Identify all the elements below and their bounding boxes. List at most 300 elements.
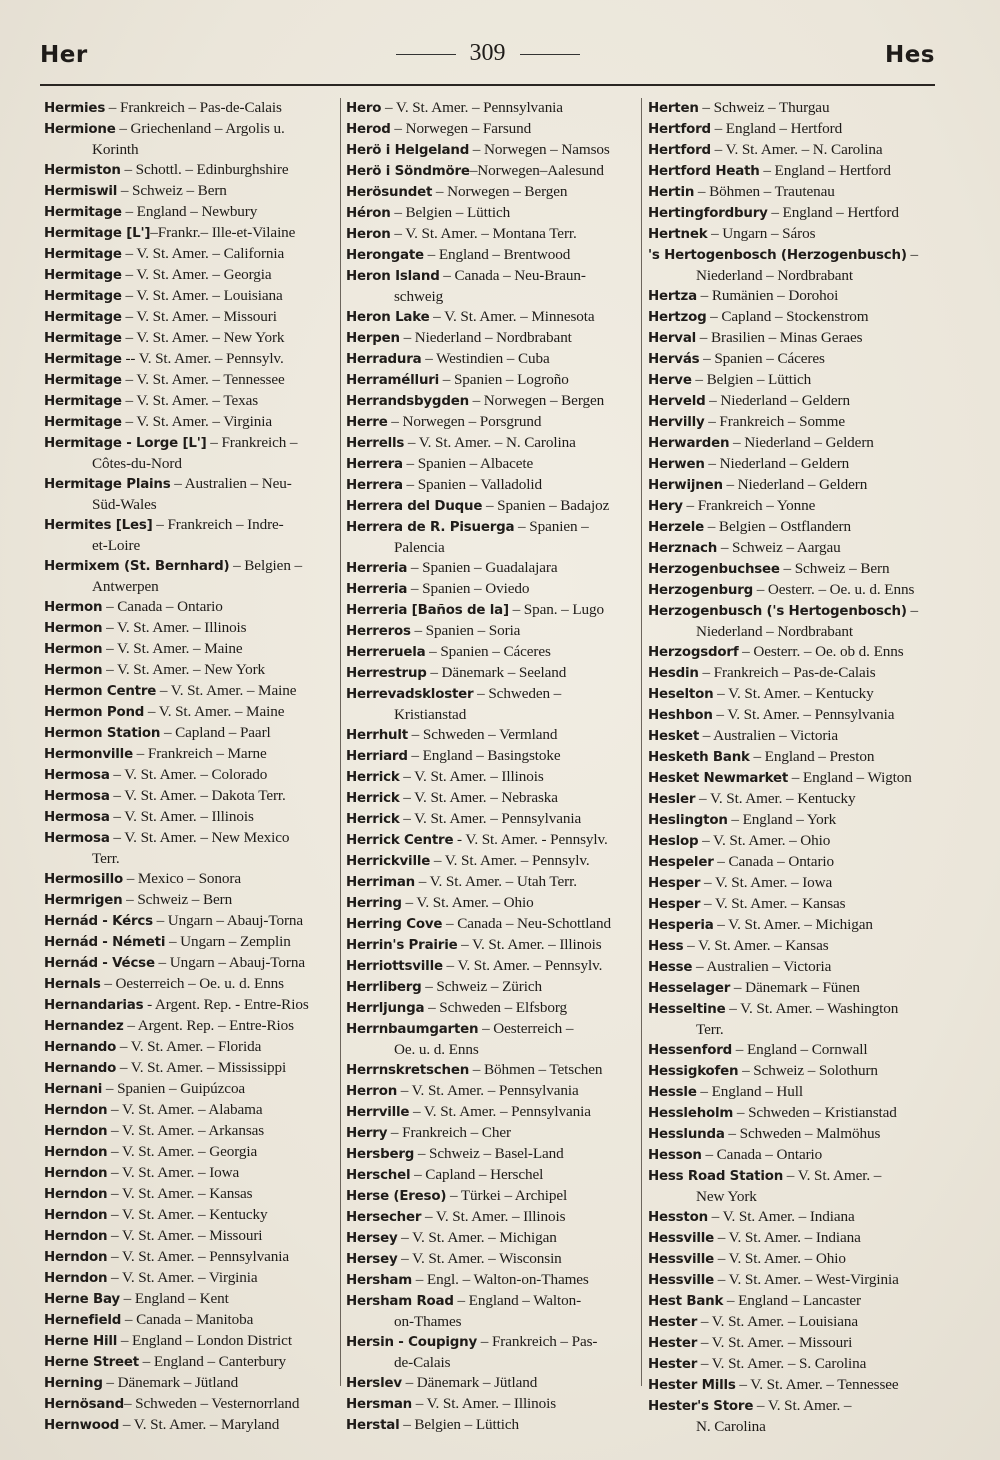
entry-headword: Hesler [648, 792, 696, 807]
entry-headword: Hernád - Németi [44, 935, 166, 950]
entry-location: – V. St. Amer. – Ohio [401, 894, 534, 911]
gazetteer-entry [346, 1228, 638, 1249]
entry-location: Kristianstad [394, 706, 467, 723]
gazetteer-entry [346, 370, 638, 391]
entry-location: – V. St. Amer. – Florida [116, 1038, 262, 1055]
entry-location: – V. St. Amer. – Colorado [109, 766, 268, 783]
entry-location: –Norwegen–Aalesund [469, 162, 604, 179]
entry-location: – V. St. Amer. – Montana Terr. [390, 225, 577, 242]
entry-headword: Hersberg [346, 1147, 415, 1162]
gazetteer-entry [648, 538, 940, 559]
entry-location: – Westindien – Cuba [421, 350, 550, 367]
gazetteer-entry [648, 747, 940, 768]
gazetteer-entry-continuation [648, 1020, 940, 1040]
gazetteer-entry [648, 1249, 940, 1270]
gazetteer-entry [44, 618, 336, 639]
entry-location: – Niederland – Geldern [704, 455, 850, 472]
entry-headword: Hermixem (St. Bernhard) [44, 559, 230, 574]
entry-location: – Norwegen – Bergen [432, 183, 568, 200]
entry-location: – V. St. Amer. – N. Carolina [404, 434, 576, 451]
entry-headword: Hermosa [44, 810, 110, 825]
entry-location: – [906, 246, 919, 263]
entry-headword: Herndon [44, 1250, 108, 1265]
entry-headword: Hermitage [44, 289, 122, 304]
entry-location: – Capland – Paarl [160, 724, 271, 741]
entry-location: – Belgien – Lüttich [691, 371, 812, 388]
gazetteer-entry [346, 1291, 638, 1312]
entry-headword: Hesket [648, 729, 700, 744]
gazetteer-entry [648, 978, 940, 999]
entry-headword: Herzogenbusch ('s Hertogenbosch) [648, 604, 907, 619]
gazetteer-entry [648, 726, 940, 747]
entry-location: – Dänemark – Seeland [426, 664, 567, 681]
entry-headword: Hernandez [44, 1019, 124, 1034]
entry-location: – V. St. Amer. – Virginia [121, 413, 272, 430]
entry-headword: Hermites [Les] [44, 518, 153, 533]
entry-location: – V. St. Amer. – Utah Terr. [415, 873, 577, 890]
gazetteer-entry [648, 182, 940, 203]
entry-headword: Heron Island [346, 269, 440, 284]
entry-location: – England – Cornwall [732, 1041, 868, 1058]
entry-location: – V. St. Amer. – Kansas [700, 895, 846, 912]
entry-location: -- V. St. Amer. – Pennsylv. [121, 350, 284, 367]
entry-headword: Herrells [346, 436, 405, 451]
entry-location: New York [696, 1188, 757, 1205]
entry-location: – Spanien – Cáceres [699, 350, 825, 367]
entry-headword: Hernals [44, 977, 101, 992]
entry-headword: Herrnbaumgarten [346, 1022, 479, 1037]
entry-headword: Herzogenburg [648, 583, 753, 598]
entry-headword: Hernando [44, 1040, 117, 1055]
entry-location: – V. St. Amer. – Kentucky [107, 1206, 268, 1223]
entry-headword: Herwarden [648, 436, 730, 451]
entry-headword: Heshbon [648, 708, 713, 723]
entry-headword: Herrick Centre [346, 833, 454, 848]
gazetteer-entry [44, 328, 336, 349]
entry-location: – Niederland – Geldern [722, 476, 868, 493]
gazetteer-entry [648, 1040, 940, 1061]
entry-headword: Herrera [346, 457, 403, 472]
gazetteer-entry [346, 1373, 638, 1394]
entry-location: – V. St. Amer. – Illinois [399, 768, 544, 785]
entry-location: – V. St. Amer. – New York [121, 329, 285, 346]
entry-headword: Herstal [346, 1418, 400, 1433]
entry-headword: Hertin [648, 185, 695, 200]
entry-location: – V. St. Amer. – Missouri [107, 1227, 263, 1244]
gazetteer-entry [346, 579, 638, 600]
gazetteer-entry [346, 977, 638, 998]
gazetteer-entry [648, 768, 940, 789]
entry-location: – V. St. Amer. – Pennsylvania [712, 706, 895, 723]
gazetteer-entry [648, 1333, 940, 1354]
gazetteer-entry [648, 831, 940, 852]
entry-headword: Hester [648, 1315, 698, 1330]
entry-location: – Frankreich – Indre- [152, 516, 284, 533]
gazetteer-entry [44, 433, 336, 454]
gazetteer-entry [648, 684, 940, 705]
entry-headword: Herradura [346, 352, 422, 367]
gazetteer-entry [346, 642, 638, 663]
entry-headword: Herrestrup [346, 666, 427, 681]
entry-location: – Norwegen – Bergen [468, 392, 605, 409]
entry-headword: Hesseltine [648, 1002, 726, 1017]
gazetteer-entry [44, 1247, 336, 1268]
header-left-keyword: Her [40, 42, 88, 68]
gazetteer-entry-continuation [346, 287, 638, 307]
entry-location: – Norwegen – Farsund [390, 120, 532, 137]
entry-headword: Herve [648, 373, 692, 388]
entry-location: – V. St. Amer. – Indiana [707, 1208, 855, 1225]
entry-location: – V. St. Amer. – Pennsylvania [107, 1248, 289, 1265]
entry-headword: Herö i Söndmöre [346, 164, 470, 179]
entry-location: Korinth [92, 141, 139, 158]
gazetteer-entry-continuation [44, 454, 336, 474]
entry-headword: Herrick [346, 812, 400, 827]
entry-headword: Herod [346, 122, 391, 137]
gazetteer-entry [648, 98, 940, 119]
gazetteer-entry [44, 1121, 336, 1142]
entry-location: – Böhmen – Trautenau [694, 183, 835, 200]
entry-headword: Hersham [346, 1273, 412, 1288]
entry-location: – Canada – Ontario [102, 598, 223, 615]
entry-headword: Herzele [648, 520, 705, 535]
entry-headword: Hermitage [44, 247, 122, 262]
entry-location: – V. St. Amer. – Iowa [107, 1164, 240, 1181]
entry-headword: Hertford [648, 122, 711, 137]
gazetteer-entry [44, 995, 336, 1016]
gazetteer-entry [346, 1123, 638, 1144]
entry-location: – Schweiz – Basel-Land [414, 1145, 564, 1162]
gazetteer-entry [346, 454, 638, 475]
gazetteer-entry [648, 1312, 940, 1333]
gazetteer-entry [44, 1163, 336, 1184]
header-right-keyword: Hes [884, 42, 935, 68]
gazetteer-entry [44, 1373, 336, 1394]
entry-location: – England – Canterbury [138, 1353, 286, 1370]
gazetteer-entry [44, 974, 336, 995]
gazetteer-entry-continuation [44, 495, 336, 515]
entry-location: – Canada – Neu-Schottland [442, 915, 611, 932]
entry-location: – V. St. Amer. – Virginia [107, 1269, 258, 1286]
gazetteer-entry [44, 1331, 336, 1352]
entry-headword: Hessigkofen [648, 1064, 739, 1079]
entry-location: - Argent. Rep. - Entre-Rios [143, 996, 309, 1013]
entry-location: – Belgien – Lüttich [390, 204, 511, 221]
entry-location: - V. St. Amer. - Pennsylv. [453, 831, 608, 848]
entry-location: – V. St. Amer. – Iowa [700, 874, 833, 891]
gazetteer-entry [346, 307, 638, 328]
entry-headword: Heron Lake [346, 310, 430, 325]
entry-headword: Hermrigen [44, 893, 123, 908]
entry-location: – Niederland – Nordbrabant [399, 329, 572, 346]
entry-location: Palencia [394, 539, 445, 556]
gazetteer-entry [648, 580, 940, 601]
gazetteer-entry [346, 119, 638, 140]
entry-headword: Hernando [44, 1061, 117, 1076]
entry-location: – Spanien – Oviedo [407, 580, 530, 597]
gazetteer-entry [346, 1081, 638, 1102]
entry-location: – Belgien – [229, 557, 303, 574]
gazetteer-entry [44, 349, 336, 370]
entry-location: – V. St. Amer. – Pennsylvania [399, 810, 582, 827]
entry-location: – Frankreich – Cher [387, 1124, 511, 1141]
entry-headword: Hertzog [648, 310, 707, 325]
entry-headword: Hester's Store [648, 1399, 754, 1414]
gazetteer-entry [44, 1184, 336, 1205]
entry-headword: Hermon Centre [44, 684, 157, 699]
entry-location: – V. St. Amer. – Maine [102, 640, 243, 657]
entry-location: – Frankreich – Pas-de-Calais [698, 664, 876, 681]
gazetteer-entry [648, 286, 940, 307]
entry-headword: Hermiston [44, 163, 121, 178]
entry-headword: Herwen [648, 457, 705, 472]
entry-location: – Schweiz – Bern [122, 891, 233, 908]
entry-headword: Hermitage [44, 205, 122, 220]
entry-location: – England – Hertford [767, 204, 899, 221]
gazetteer-entry [346, 1249, 638, 1270]
gazetteer-entry [44, 1268, 336, 1289]
gazetteer-entry [44, 286, 336, 307]
entry-headword: Herwijnen [648, 478, 723, 493]
gazetteer-entry [346, 809, 638, 830]
gazetteer-entry [346, 767, 638, 788]
gazetteer-entry [346, 140, 638, 161]
gazetteer-entry [346, 1270, 638, 1291]
gazetteer-entry [346, 1019, 638, 1040]
entry-location: – V. St. Amer. – Alabama [107, 1101, 263, 1118]
entry-location: – England – Preston [749, 748, 875, 765]
entry-location: Antwerpen [92, 578, 159, 595]
entry-headword: Herrera del Duque [346, 499, 483, 514]
gazetteer-entry [44, 639, 336, 660]
entry-headword: Herrhult [346, 728, 408, 743]
entry-location: – Spanien – [514, 518, 589, 535]
entry-location: – Schweiz – Bern [779, 560, 890, 577]
entry-location: – V. St. Amer. – Missouri [121, 308, 277, 325]
entry-headword: Hernád - Vécse [44, 956, 155, 971]
entry-headword: Herrera [346, 478, 403, 493]
entry-headword: Hermon [44, 621, 103, 636]
gazetteer-entry [346, 600, 638, 621]
gazetteer-entry [44, 723, 336, 744]
gazetteer-entry [648, 433, 940, 454]
column-3 [648, 98, 940, 1435]
gazetteer-entry [346, 412, 638, 433]
entry-headword: Herschel [346, 1168, 411, 1183]
gazetteer-entry [648, 1145, 940, 1166]
entry-location: – V. St. Amer. – N. Carolina [710, 141, 883, 158]
entry-location: – V. St. Amer. – Illinois [457, 936, 602, 953]
entry-location: et-Loire [92, 537, 141, 554]
entry-location: Süd-Wales [92, 496, 157, 513]
entry-headword: Hertnek [648, 227, 708, 242]
entry-location: – England – London District [117, 1332, 292, 1349]
gazetteer-entry [648, 1291, 940, 1312]
entry-headword: Hero [346, 101, 382, 116]
entry-headword: Hernwood [44, 1418, 120, 1433]
entry-headword: Hermon [44, 642, 103, 657]
entry-location: – V. St. Amer. – Minnesota [429, 308, 595, 325]
entry-location: – Spanien – Cáceres [425, 643, 551, 660]
gazetteer-entry [346, 266, 638, 287]
entry-headword: Hermon [44, 600, 103, 615]
entry-headword: Hessville [648, 1273, 715, 1288]
entry-location: – Oesterr. – Oe. u. d. Enns [753, 581, 915, 598]
gazetteer-entry [648, 349, 940, 370]
gazetteer-entry [346, 956, 638, 977]
entry-headword: Hermon [44, 663, 103, 678]
entry-location: schweig [394, 288, 444, 305]
gazetteer-entry [44, 181, 336, 202]
gazetteer-entry [648, 852, 940, 873]
entry-location: – Canada – Manitoba [121, 1311, 254, 1328]
entry-headword: Hesketh Bank [648, 750, 750, 765]
gazetteer-entry [346, 1165, 638, 1186]
entry-location: – V. St. Amer. – Texas [121, 392, 259, 409]
column-2 [346, 98, 638, 1433]
entry-location: – Frankreich – Yonne [682, 497, 816, 514]
entry-headword: Hest Bank [648, 1294, 724, 1309]
entry-headword: Hessville [648, 1252, 715, 1267]
entry-headword: Herrick [346, 791, 400, 806]
entry-location: – V. St. Amer. – West-Virginia [714, 1271, 899, 1288]
gazetteer-entry [44, 1226, 336, 1247]
entry-headword: Herösundet [346, 185, 433, 200]
gazetteer-entry [44, 202, 336, 223]
gazetteer-entry [346, 224, 638, 245]
entry-headword: Herval [648, 331, 697, 346]
gazetteer-entry [346, 830, 638, 851]
gazetteer-entry [346, 182, 638, 203]
entry-headword: Herndon [44, 1103, 108, 1118]
entry-location: – Oesterr. – Oe. ob d. Enns [738, 643, 904, 660]
gazetteer-entry-continuation [346, 1312, 638, 1332]
entry-location: – V. St. Amer. – Illinois [102, 619, 247, 636]
entry-location: – Canada – Ontario [713, 853, 835, 870]
gazetteer-entry-continuation [44, 536, 336, 556]
entry-location: – V. St. Amer. – Mississippi [116, 1059, 287, 1076]
column-divider-2 [641, 98, 642, 1386]
entry-headword: Herriottsville [346, 959, 443, 974]
entry-location: – V. St. Amer. – Nebraska [399, 789, 558, 806]
gazetteer-entry [44, 474, 336, 495]
entry-location: – Spanien – Guadalajara [407, 559, 558, 576]
gazetteer-entry-continuation [346, 705, 638, 725]
entry-location: –Frankr.– Ille-et-Vilaine [150, 224, 296, 241]
entry-headword: Hesston [648, 1210, 708, 1225]
gazetteer-entry [44, 702, 336, 723]
gazetteer-entry [648, 245, 940, 266]
gazetteer-entry [346, 391, 638, 412]
entry-location: – V. St. Amer. – Kansas [683, 937, 829, 954]
entry-location: Côtes-du-Nord [92, 455, 182, 472]
gazetteer-entry-continuation [648, 1417, 940, 1437]
entry-headword: Hersey [346, 1252, 398, 1267]
entry-location: – Ungarn – Zemplin [165, 933, 291, 950]
entry-location: – England – Walton- [453, 1292, 582, 1309]
gazetteer-entry [648, 517, 940, 538]
gazetteer-entry [44, 1310, 336, 1331]
entry-location: – Mexico – Sonora [123, 870, 241, 887]
entry-location: – Australien – Neu- [170, 475, 292, 492]
gazetteer-entry [44, 307, 336, 328]
gazetteer-entry [648, 1124, 940, 1145]
entry-headword: Heslington [648, 813, 728, 828]
gazetteer-entry [44, 1394, 336, 1415]
entry-location: – Spanien – Guipúzcoa [102, 1080, 246, 1097]
entry-location: – V. St. Amer. – Maine [144, 703, 285, 720]
gazetteer-entry [648, 873, 940, 894]
gazetteer-entry [346, 1415, 638, 1436]
gazetteer-entry [44, 160, 336, 181]
gazetteer-entry [648, 1103, 940, 1124]
gazetteer-entry [648, 810, 940, 831]
gazetteer-entry [648, 642, 940, 663]
gazetteer-entry [44, 597, 336, 618]
gazetteer-entry [346, 1102, 638, 1123]
entry-location: – V. St. Amer. – Dakota Terr. [109, 787, 286, 804]
gazetteer-entry [44, 953, 336, 974]
gazetteer-entry [44, 890, 336, 911]
gazetteer-entry [44, 1058, 336, 1079]
gazetteer-entry [648, 119, 940, 140]
gazetteer-entry [44, 1142, 336, 1163]
entry-location: – England – Hull [696, 1083, 803, 1100]
gazetteer-entry [648, 1207, 940, 1228]
gazetteer-entry-continuation [44, 140, 336, 160]
gazetteer-entry-continuation [648, 622, 940, 642]
entry-location: Terr. [92, 850, 120, 867]
gazetteer-entry [346, 851, 638, 872]
entry-location: – V. St. Amer. – Michigan [397, 1229, 557, 1246]
entry-headword: Herry [346, 1126, 388, 1141]
gazetteer-entry [346, 998, 638, 1019]
entry-headword: Herrljunga [346, 1001, 425, 1016]
entry-headword: Herndon [44, 1208, 108, 1223]
gazetteer-entry [346, 1186, 638, 1207]
gazetteer-entry [346, 1332, 638, 1353]
gazetteer-entry [648, 224, 940, 245]
entry-headword: Hervilly [648, 415, 705, 430]
gazetteer-entry [648, 391, 940, 412]
gazetteer-entry [648, 140, 940, 161]
entry-headword: Herrville [346, 1105, 410, 1120]
entry-headword: Herreria [346, 561, 408, 576]
entry-location: – Rumänien – Dorohoi [696, 287, 839, 304]
gazetteer-entry [346, 1207, 638, 1228]
entry-location: – V. St. Amer. – Arkansas [107, 1122, 265, 1139]
entry-headword: Herrick [346, 770, 400, 785]
entry-headword: Herndon [44, 1124, 108, 1139]
entry-headword: Hernandarias [44, 998, 144, 1013]
gazetteer-entry [44, 932, 336, 953]
entry-location: – Oesterreich – Oe. u. d. Enns [100, 975, 284, 992]
entry-location: – Oesterreich – [478, 1020, 574, 1037]
entry-location: – Engl. – Walton-on-Thames [412, 1271, 589, 1288]
entry-location: – V. St. Amer. – Maryland [119, 1416, 280, 1433]
entry-headword: Hesdin [648, 666, 699, 681]
entry-headword: Hernád - Kércs [44, 914, 153, 929]
gazetteer-entry [648, 475, 940, 496]
entry-location: – Ungarn – Abauj-Torna [154, 954, 306, 971]
entry-location: – Schottl. – Edinburghshire [120, 161, 289, 178]
gazetteer-entry [44, 869, 336, 890]
entry-headword: Herreria [346, 582, 408, 597]
gazetteer-entry [648, 161, 940, 182]
entry-headword: Herreruela [346, 645, 426, 660]
entry-headword: Hermosa [44, 768, 110, 783]
entry-headword: Herrera de R. Pisuerga [346, 520, 515, 535]
